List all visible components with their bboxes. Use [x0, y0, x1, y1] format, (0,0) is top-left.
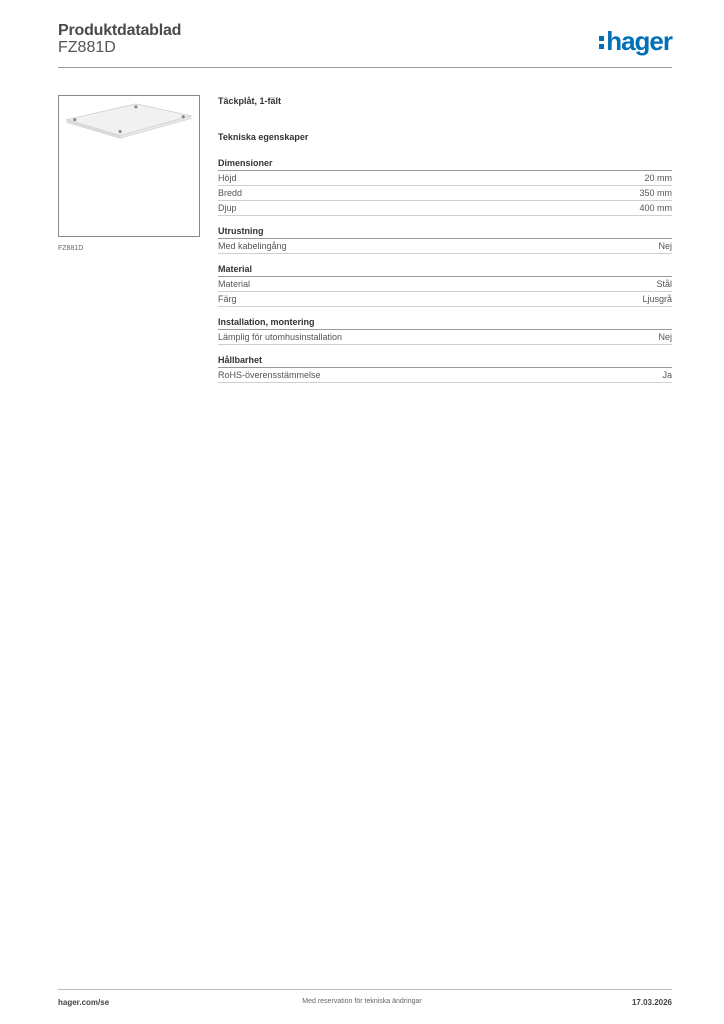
cover-plate-illustration	[59, 96, 199, 236]
spec-row	[218, 186, 672, 201]
spec-row	[218, 277, 672, 292]
spec-label: Höjd	[218, 173, 237, 183]
spec-label: Djup	[218, 203, 237, 213]
spec-row	[218, 368, 672, 383]
page-title: Produktdatablad	[58, 22, 182, 39]
spec-group-title: Hållbarhet	[218, 355, 672, 368]
image-caption: FZ881D	[58, 245, 84, 252]
spec-groups	[218, 158, 672, 383]
spec-value: 20 mm	[644, 173, 672, 183]
footer-date: 17.03.2026	[631, 998, 672, 1007]
spec-row	[218, 239, 672, 254]
spec-value: Ljusgrå	[642, 294, 672, 304]
spec-group	[218, 226, 672, 254]
spec-sheet	[218, 96, 672, 393]
spec-group	[218, 317, 672, 345]
spec-row	[218, 330, 672, 345]
spec-value: Nej	[658, 332, 672, 342]
product-code: FZ881D	[58, 39, 116, 56]
logo-dots-icon	[599, 33, 605, 51]
section-title: Tekniska egenskaper	[218, 132, 309, 142]
spec-group	[218, 264, 672, 307]
product-name: Täckplåt, 1-fält	[218, 96, 282, 106]
product-image	[58, 95, 200, 237]
footer-divider	[58, 989, 672, 990]
spec-value: 400 mm	[639, 203, 672, 213]
logo-text: hager	[606, 26, 672, 56]
spec-value: 350 mm	[639, 188, 672, 198]
spec-row	[218, 201, 672, 216]
spec-row	[218, 171, 672, 186]
spec-group-title: Utrustning	[218, 226, 672, 239]
footer-website-link[interactable]: hager.com/se	[58, 998, 110, 1007]
spec-label: Med kabelingång	[218, 241, 287, 251]
spec-group-title: Material	[218, 264, 672, 277]
spec-label: RoHS-överensstämmelse	[218, 370, 321, 380]
spec-group-title: Dimensioner	[218, 158, 672, 171]
spec-row	[218, 292, 672, 307]
spec-label: Bredd	[218, 188, 243, 198]
spec-value: Ja	[662, 370, 672, 380]
footer-disclaimer: Med reservation för tekniska ändringar	[302, 998, 422, 1005]
spec-label: Färg	[218, 294, 237, 304]
spec-group	[218, 158, 672, 216]
header-divider	[58, 67, 672, 68]
spec-group-title: Installation, montering	[218, 317, 672, 330]
spec-value: Nej	[658, 241, 672, 251]
spec-label: Material	[218, 279, 251, 289]
spec-group	[218, 355, 672, 383]
spec-value: Stål	[656, 279, 672, 289]
spec-label: Lämplig för utomhusinstallation	[218, 332, 343, 342]
hager-logo	[599, 28, 672, 54]
